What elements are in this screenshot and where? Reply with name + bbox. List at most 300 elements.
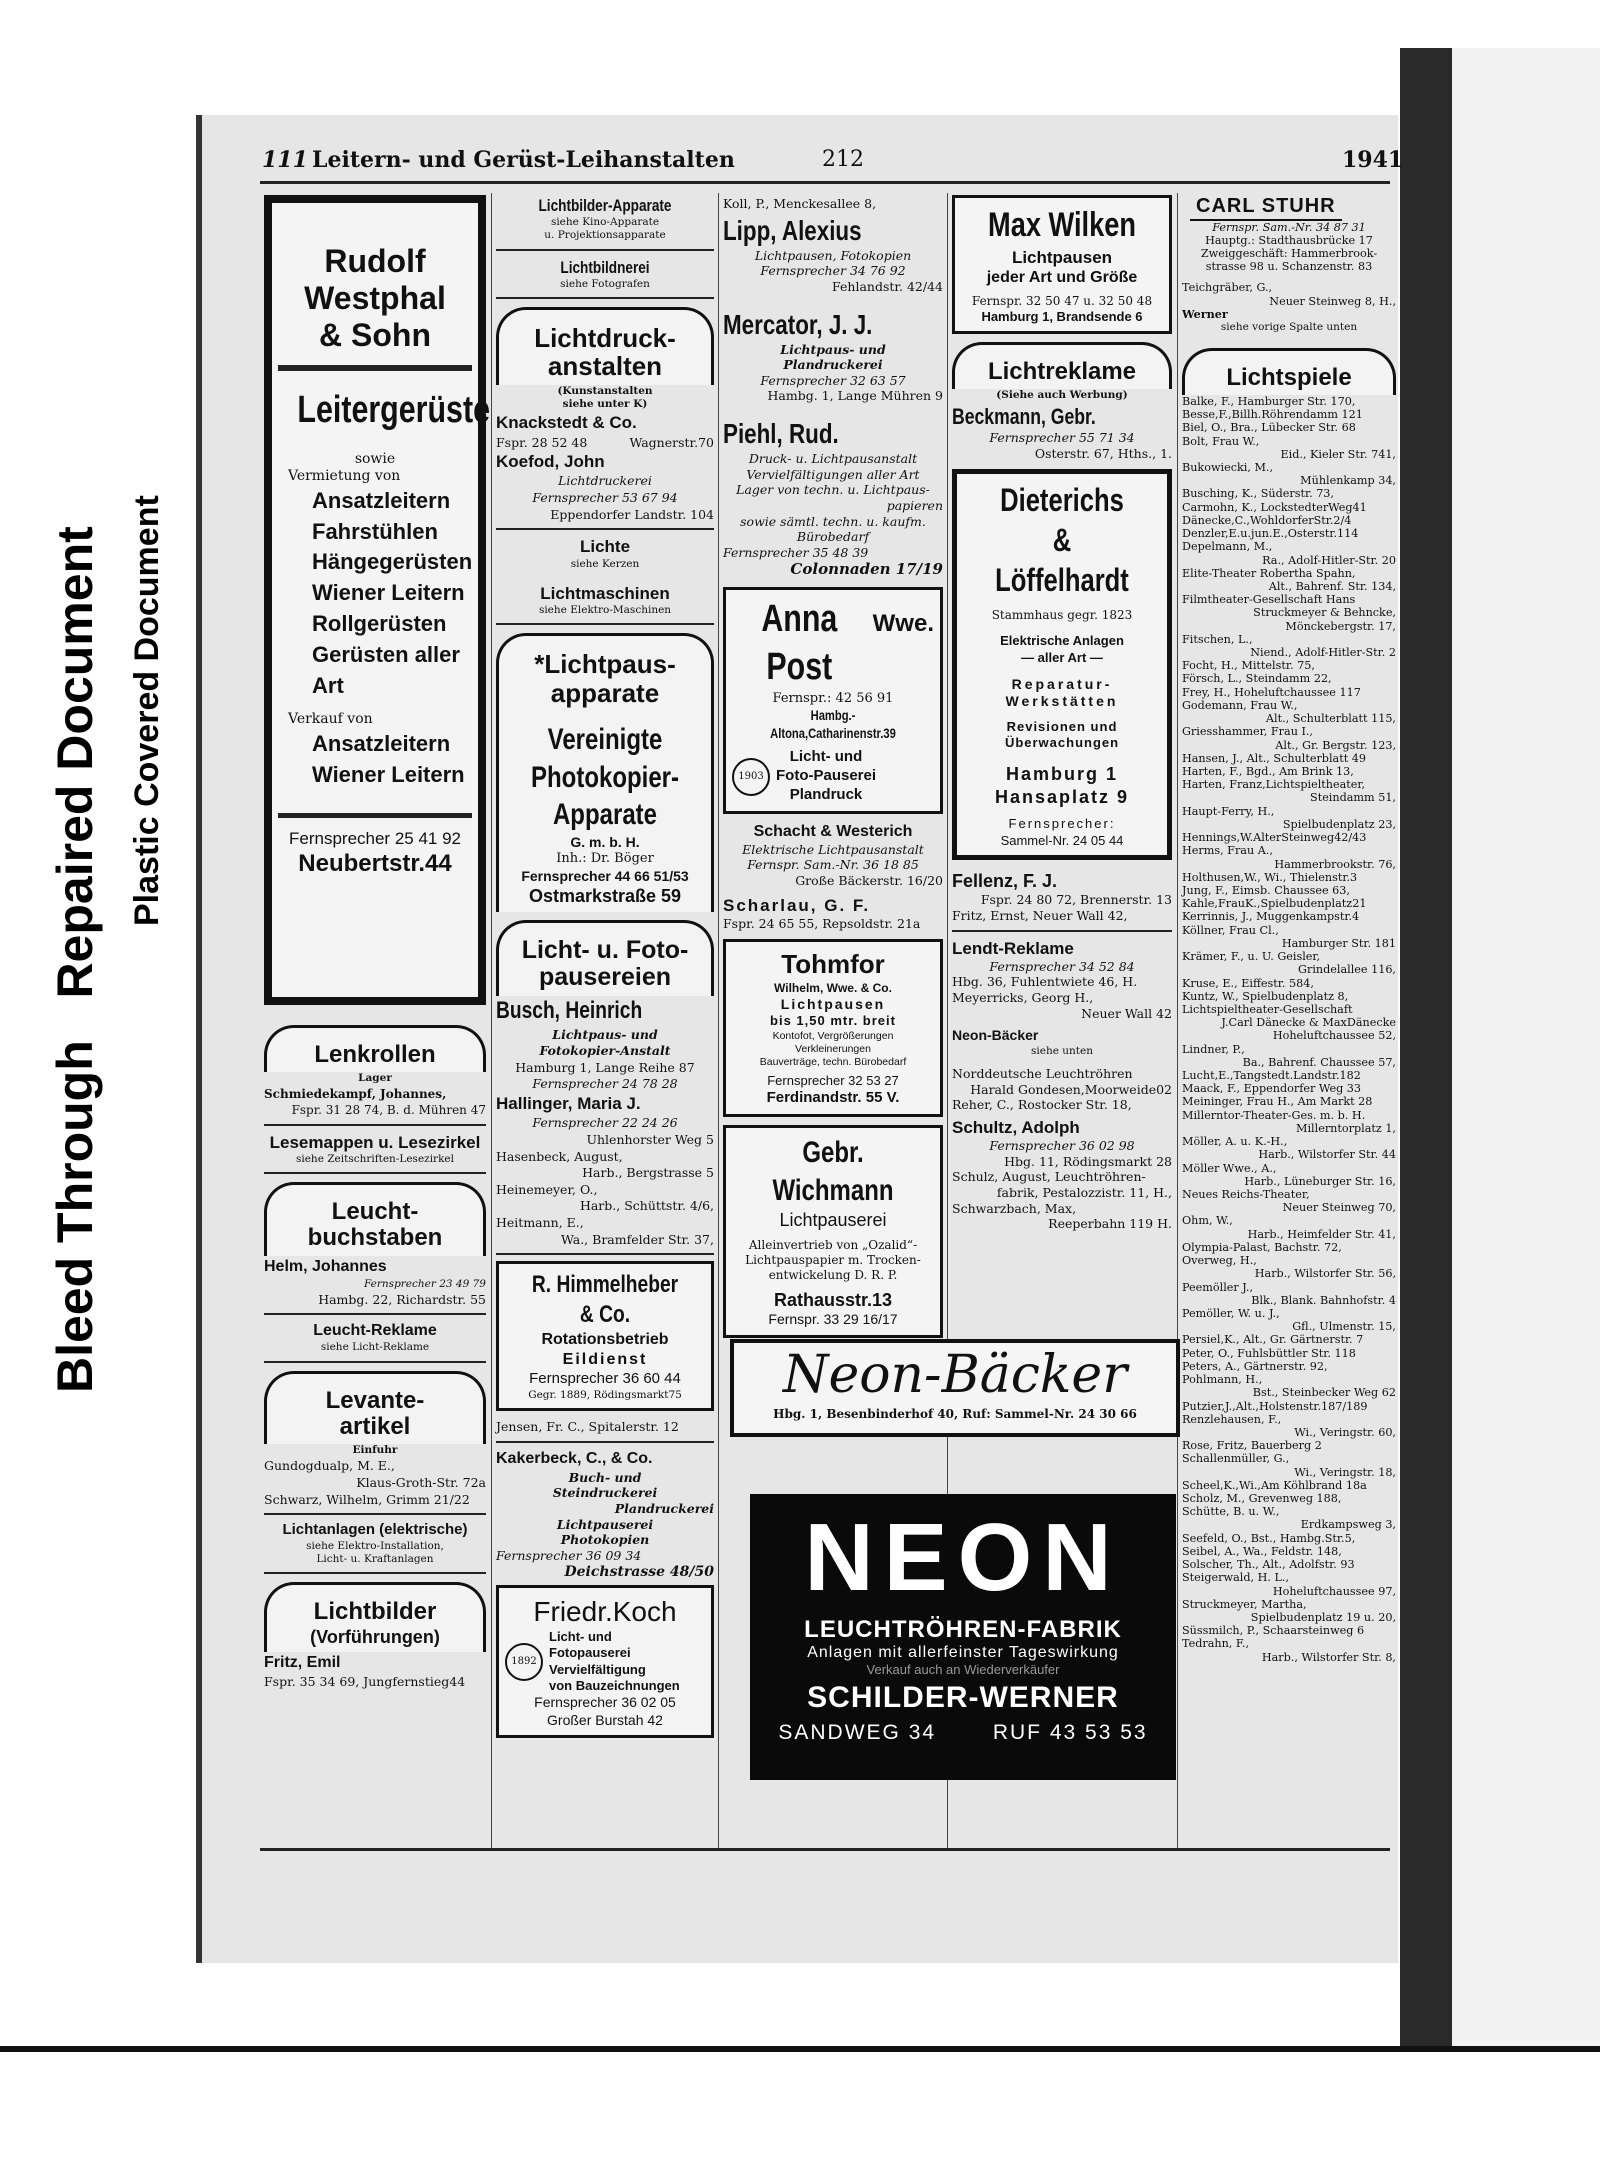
list-item: Pemöller, W. u. J., xyxy=(1182,1306,1280,1320)
entry: Knackstedt & Co. xyxy=(496,413,637,433)
ad-name: Gebr. Wichmann xyxy=(772,1136,894,1207)
ad-name: Anna Post xyxy=(761,598,838,688)
column-divider xyxy=(1177,193,1178,1848)
ad-addr: Ostmarkstraße 59 xyxy=(528,886,682,906)
divider xyxy=(264,1513,486,1515)
heading-lichtspiele xyxy=(1182,348,1396,395)
entry: Große Bäckerstr. 16/20 xyxy=(795,872,943,888)
entry: Teichgräber, G., xyxy=(1182,281,1273,295)
entry: Hambg. 22, Richardstr. 55 xyxy=(318,1291,486,1307)
entry: Fernsprecher 23 49 79 xyxy=(363,1277,486,1290)
ad-stuhr-logo: CARL STUHR xyxy=(1190,195,1342,221)
ad-lichtpausapparate xyxy=(496,633,714,911)
entry: Fernsprecher 36 09 34 xyxy=(496,1547,642,1563)
ad-westphal-list2 xyxy=(278,729,472,791)
entry-name: Busch, Heinrich xyxy=(496,996,643,1024)
ad-line: Plandruck xyxy=(789,785,863,803)
page-header xyxy=(262,147,1402,183)
ad-line: Stammhaus gegr. 1823 xyxy=(991,608,1133,623)
list-item: Millerntor-Theater-Ges. m. b. H. xyxy=(1182,1108,1366,1122)
heading-lichtreklame xyxy=(952,342,1172,389)
entry: Photokopien xyxy=(560,1532,650,1548)
list-item: Kuntz, W., Spielbudenplatz 8, xyxy=(1182,989,1349,1003)
entry: Fehlandstr. 42/44 xyxy=(832,278,943,294)
list-item: Krämer, F., u. U. Geisler, xyxy=(1182,950,1321,964)
list-item: Ra., Adolf-Hitler-Str. 20 xyxy=(1262,553,1396,567)
list-item: Struckmeyer, Martha, xyxy=(1182,1597,1307,1611)
list-item: Möller Wwe., A., xyxy=(1182,1161,1277,1175)
label-bleed-through: Bleed Through xyxy=(47,1040,103,1393)
entry: Lichtpauserei xyxy=(556,1516,654,1532)
ad-name-suffix: Wwe. xyxy=(872,610,934,638)
ad-line: Fotopauserei xyxy=(549,1645,631,1661)
ad-line: Kontofot, Vergrößerungen xyxy=(772,1029,894,1042)
heading-title: apparate xyxy=(550,677,660,708)
heading-title: Lichtspiele xyxy=(1226,363,1352,391)
entry-phone: Fspr. 28 52 48 xyxy=(496,434,588,450)
ad-line: Bauverträge, techn. Bürobedarf xyxy=(759,1055,907,1068)
list-item: Wi., Veringstr. 60, xyxy=(1294,1425,1396,1439)
heading-title: pausereien xyxy=(538,963,671,991)
ad-addr: Hamburg 1 xyxy=(1005,764,1119,785)
divider xyxy=(496,1441,714,1443)
list-item: Harb., Wilstorfer Str. 44 xyxy=(1258,1148,1396,1162)
entry: Hbg. 36, Fuhlentwiete 46, H. xyxy=(952,974,1138,990)
entry: Fernsprecher 53 67 94 xyxy=(532,490,678,506)
heading-sub: siehe Kerzen xyxy=(570,557,640,570)
ad-line: jeder Art und Größe xyxy=(986,268,1138,286)
list-item: Erdkampsweg 3, xyxy=(1300,1518,1396,1532)
page-number: 212 xyxy=(822,147,864,172)
list-item: Olympia-Palast, Bachstr. 72, xyxy=(1182,1240,1342,1254)
header-rule xyxy=(260,181,1390,184)
divider xyxy=(264,1572,486,1574)
heading-levante xyxy=(264,1371,486,1445)
lichtspiele-list xyxy=(1182,395,1396,1664)
ad-name: R. Himmelheber & Co. xyxy=(531,1271,679,1329)
heading-sub: siehe Elektro-Maschinen xyxy=(538,603,672,616)
list-item: Griesshammer, Frau I., xyxy=(1182,725,1313,739)
heading-lesemappen: Lesemappen u. Lesezirkel xyxy=(269,1132,481,1152)
entry-name: Fellenz, F. J. xyxy=(952,870,1058,891)
list-item: Fahrstühlen xyxy=(312,518,438,544)
list-item: Hennings,W.AlterSteinweg42/43 xyxy=(1182,831,1367,845)
entry: Hambg. 1, Lange Mühren 9 xyxy=(767,388,943,404)
list-item: Harten, Franz,Lichtspieltheater, xyxy=(1182,778,1366,792)
list-item: Seefeld, O., Bst., Hambg.Str.5, xyxy=(1182,1531,1356,1545)
entry-name: Neon-Bäcker xyxy=(952,1027,1039,1044)
list-item: Rose, Fritz, Bauerberg 2 xyxy=(1182,1439,1322,1453)
ad-phone: Fernsprecher 36 02 05 xyxy=(534,1694,676,1710)
list-item: Kruse, E., Eiffestr. 584, xyxy=(1182,976,1314,990)
ad-company: Photokopier-Apparate xyxy=(531,760,679,832)
ad-name: & Löffelhardt xyxy=(995,522,1129,599)
heading-title: Lichtreklame xyxy=(987,358,1137,385)
ad-neon-word: NEON xyxy=(804,1504,1122,1611)
ad-line: Licht- und xyxy=(549,1629,612,1644)
list-item: Fitschen, L., xyxy=(1182,632,1253,646)
ad-westphal-list xyxy=(278,486,472,702)
ad-line: Überwachungen xyxy=(1004,735,1120,751)
entry: Harb., Schüttstr. 4/6, xyxy=(579,1198,714,1214)
list-item: Elite-Theater Robertha Spahn, xyxy=(1182,566,1356,580)
ad-westphal-addr: Neubertstr.44 xyxy=(298,849,452,877)
entry: Fernsprecher 24 78 28 xyxy=(532,1076,678,1092)
list-item: Besse,F.,Billh.Röhrendamm 121 xyxy=(1182,408,1363,422)
list-item: Millerntorplatz 1, xyxy=(1296,1121,1396,1135)
list-item: Hamburger Str. 181 xyxy=(1281,936,1396,950)
entry: Helm, Johannes xyxy=(264,1257,387,1275)
ad-line: Reparatur- xyxy=(1011,675,1113,692)
entry: Fspr. 24 65 55, Repsoldstr. 21a xyxy=(723,915,921,931)
ad-tohmfor xyxy=(723,939,943,1117)
ad-name: Max Wilken xyxy=(988,206,1136,244)
heading-lbapparate: Lichtbilder-Apparate xyxy=(538,196,672,215)
ad-line: Verkleinerungen xyxy=(795,1042,871,1055)
ad-phone: Fernspr.: 42 56 91 xyxy=(772,691,894,707)
ad-wilken xyxy=(952,195,1172,334)
divider xyxy=(264,1172,486,1174)
ad-line: Anlagen mit allerfeinster Tageswirkung xyxy=(807,1644,1119,1661)
entry: Elektrische Lichtpausanstalt xyxy=(742,841,924,857)
list-item: Wi., Veringstr. 18, xyxy=(1294,1465,1396,1479)
ad-line: Eildienst xyxy=(562,1351,648,1369)
ad-line: Lichtpauserei xyxy=(779,1210,887,1230)
ad-line: Revisionen und xyxy=(1006,718,1118,734)
divider xyxy=(264,1313,486,1315)
entry: Osterstr. 67, Hths., 1. xyxy=(1034,445,1172,461)
entry: Norddeutsche Leuchtröhren xyxy=(952,1065,1133,1081)
entry: Fernsprecher 34 52 84 xyxy=(989,958,1135,974)
list-item: Tedrahn, F., xyxy=(1182,1637,1250,1651)
ad-westphal-product: Leitergerüste xyxy=(297,389,490,432)
entry: Fernsprecher 22 24 26 xyxy=(532,1115,678,1131)
list-item: Wiener Leitern xyxy=(312,761,465,787)
list-item: Lucht,E.,Tangstedt.Landstr.182 xyxy=(1182,1069,1361,1083)
heading-lenkrollen xyxy=(264,1025,486,1072)
list-item: Grindelallee 116, xyxy=(1298,963,1396,977)
list-item: Filmtheater-Gesellschaft Hans xyxy=(1182,593,1356,607)
heading-sub: (Kunstanstalten xyxy=(557,385,653,398)
condition-label-bleed xyxy=(46,526,104,1393)
heading-sub: siehe Kino-Apparate xyxy=(550,216,660,229)
entry: Hasenbeck, August, xyxy=(496,1148,623,1164)
heading-title: Lichtbilder xyxy=(313,1598,437,1626)
entry: siehe unten xyxy=(1031,1044,1093,1057)
entry: Fspr. 24 80 72, Brennerstr. 13 xyxy=(980,892,1172,908)
entry: Fritz, Ernst, Neuer Wall 42, xyxy=(952,907,1128,923)
entry: Hallinger, Maria J. xyxy=(496,1094,641,1113)
heading-sub: Lager xyxy=(358,1072,392,1085)
list-item: Schütte, B. u. W., xyxy=(1182,1505,1280,1519)
ad-line: LEUCHTRÖHREN-FABRIK xyxy=(804,1616,1122,1643)
heading-title: Leucht- xyxy=(331,1197,419,1225)
ad-koch xyxy=(496,1585,714,1738)
list-item: Hängegerüsten xyxy=(312,549,473,575)
divider xyxy=(952,930,1172,932)
entry: Bürobedarf xyxy=(796,529,870,545)
list-item: Scholz, M., Grevenweg 188, xyxy=(1182,1492,1342,1506)
entry-name: Piehl, Rud. xyxy=(723,418,839,449)
entry: Fotokopier-Anstalt xyxy=(539,1043,671,1059)
entry: Buch- und xyxy=(568,1469,642,1485)
list-item: Wiener Leitern xyxy=(312,580,465,606)
heading-sub: siehe Licht-Reklame xyxy=(320,1341,430,1354)
entry: Lichtpaus- und xyxy=(552,1026,658,1042)
ad-addr: Hambg.-Altona,Catharinenstr.39 xyxy=(770,707,896,741)
ad-phone: Fernsprecher 44 66 51/53 xyxy=(521,867,689,884)
entry: Neuer Steinweg 8, H., xyxy=(1269,294,1396,308)
ad-westphal-sowie: sowie xyxy=(354,450,396,467)
list-item: Lichtspieltheater-Gesellschaft xyxy=(1182,1002,1353,1016)
column-1 xyxy=(264,195,490,1845)
list-item: Gerüsten aller Art xyxy=(312,641,460,698)
list-item: Mühlenkamp 34, xyxy=(1300,474,1396,488)
entry: Fernsprecher 36 02 98 xyxy=(989,1138,1135,1154)
list-item: Godemann, Frau W., xyxy=(1182,698,1298,712)
entry: Plandruckerei xyxy=(614,1501,714,1516)
ad-lines xyxy=(776,748,876,804)
entry: Schwarz, Wilhelm, Grimm 21/22 xyxy=(264,1491,470,1507)
entry-name: Lendt-Reklame xyxy=(952,938,1074,958)
entry: strasse 98 u. Schanzenstr. 83 xyxy=(1205,260,1373,274)
ad-rule xyxy=(278,365,472,371)
ad-line: Lichtpausen xyxy=(780,995,886,1012)
list-item: Alt., Bahrenf. Str. 134, xyxy=(1268,579,1396,593)
ad-company-form: G. m. b. H. xyxy=(570,833,640,850)
list-item: Köllner, Frau Cl., xyxy=(1182,923,1279,937)
ad-line: Lichtpausen xyxy=(1011,247,1113,267)
section-title: Leitern- und Gerüst-Leihanstalten xyxy=(312,147,735,173)
entry: Schulz, August, Leuchtröhren- xyxy=(952,1169,1146,1185)
heading-title: Lichtdruck- xyxy=(534,322,676,353)
list-item: Niend., Adolf-Hitler-Str. 2 xyxy=(1250,646,1396,660)
divider xyxy=(496,623,714,625)
list-item: Denzler,E.u.jun.E.,Osterstr.114 xyxy=(1182,527,1359,541)
list-item: Struckmeyer & Behncke, xyxy=(1253,606,1396,620)
heading-title: buchstaben xyxy=(307,1224,443,1252)
entry-name: Scharlau, G. F. xyxy=(723,895,871,915)
column-divider xyxy=(491,193,492,1848)
heading-sub: siehe Fotografen xyxy=(560,277,650,290)
ad-westphal xyxy=(264,195,490,1005)
divider xyxy=(496,528,714,530)
entry: Lager von techn. u. Lichtpaus- xyxy=(736,482,930,498)
list-item: Peemöller J., xyxy=(1182,1280,1254,1294)
entry: Hamburg 1, Lange Reihe 87 xyxy=(515,1059,695,1075)
entry: Hbg. 11, Rödingsmarkt 28 xyxy=(1004,1153,1172,1169)
list-item: Haupt-Ferry, H., xyxy=(1182,804,1275,818)
entry-name: Beckmann, Gebr. xyxy=(952,403,1096,429)
ad-name: Friedr.Koch xyxy=(533,1596,677,1627)
ad-dieterichs xyxy=(952,469,1172,860)
ad-line: Elektrische Anlagen xyxy=(1000,633,1124,649)
divider xyxy=(264,1124,486,1126)
ad-line: von Bauzeichnungen xyxy=(549,1677,680,1693)
entry: Heitmann, E., xyxy=(496,1215,584,1230)
heading-leuchtbuchstaben xyxy=(264,1182,486,1256)
list-item: Depelmann, M., xyxy=(1182,540,1273,554)
condition-labels xyxy=(0,48,180,2046)
list-item: Alt., Schulterblatt 115, xyxy=(1265,712,1396,726)
list-item: Peters, A., Gärtnerstr. 92, xyxy=(1182,1359,1328,1373)
ad-year-seal: 1903 xyxy=(732,758,770,796)
entry xyxy=(496,435,714,451)
list-item: Schallenmüller, G., xyxy=(1182,1452,1290,1466)
list-item: Kahle,FrauK.,Spielbudenplatz21 xyxy=(1182,897,1367,911)
entry: Uhlenhorster Weg 5 xyxy=(586,1131,714,1147)
list-item: Steigerwald, H. L., xyxy=(1182,1571,1289,1585)
ad-line: Licht- und xyxy=(789,748,863,766)
column-divider xyxy=(718,193,719,1848)
ad-body xyxy=(505,1629,705,1694)
ad-westphal-name3: & Sohn xyxy=(319,316,431,353)
entry: siehe vorige Spalte unten xyxy=(1220,321,1358,334)
list-item: Scheel,K.,Wi.,Am Köhlbrand 18a xyxy=(1182,1478,1367,1492)
list-item: Peter, O., Fuhlsbüttler Str. 118 xyxy=(1182,1346,1356,1360)
ad-line: Verkauf auch an Wiederverkäufer xyxy=(866,1662,1060,1677)
list-item: Ansatzleitern xyxy=(312,487,451,513)
divider xyxy=(496,249,714,251)
list-item: Försch, L., Steindamm 22, xyxy=(1182,672,1332,686)
ad-lines xyxy=(549,1629,680,1694)
list-item: Spielbudenplatz 23, xyxy=(1282,817,1396,831)
heading-lbnerei: Lichtbildnerei xyxy=(560,257,650,277)
list-item: Bst., Steinbecker Weg 62 xyxy=(1252,1386,1396,1400)
ad-company: Vereinigte xyxy=(547,723,663,757)
ad-westphal-verm: Vermietung von xyxy=(288,468,401,485)
heading-leuchtreklame: Leucht-Reklame xyxy=(313,1322,437,1340)
section-number: 111 xyxy=(262,147,308,173)
ad-wichmann xyxy=(723,1125,943,1338)
heading-lichtbilder xyxy=(264,1582,486,1652)
heading-title: Lenkrollen xyxy=(314,1041,436,1068)
ad-phone: Fernsprecher 36 60 44 xyxy=(529,1370,681,1388)
list-item: Blk., Blank. Bahnhofstr. 4 xyxy=(1251,1293,1396,1307)
entry: Fernsprecher 55 71 34 xyxy=(989,430,1135,446)
list-item: Neuer Steinweg 70, xyxy=(1282,1201,1396,1215)
ad-addr: Hansaplatz 9 xyxy=(994,786,1130,807)
ad-neon-schilder-werner xyxy=(750,1494,1176,1780)
list-item: Harb., Lüneburger Str. 16, xyxy=(1244,1174,1396,1188)
condition-label-plastic: Plastic Covered Document xyxy=(128,495,166,926)
entry: papieren xyxy=(886,497,943,513)
entry: Fernsprecher 34 76 92 xyxy=(760,263,906,279)
ad-title xyxy=(732,596,934,691)
list-item: Neues Reichs-Theater, xyxy=(1182,1188,1310,1202)
heading-title: Levante- xyxy=(325,1386,425,1414)
entry: Hauptg.: Stadthausbrücke 17 xyxy=(1205,233,1373,247)
list-item: Persiel,K., Alt., Gr. Gärtnerstr. 7 xyxy=(1182,1333,1364,1347)
next-page-edge xyxy=(1452,48,1600,2046)
heading-title: Licht- u. Foto- xyxy=(521,935,689,964)
ad-rule xyxy=(278,813,472,818)
ad-himmelheber xyxy=(496,1261,714,1411)
list-item: Frey, H., Hoheluftchaussee 117 xyxy=(1182,685,1361,699)
heading-sub: siehe Elektro-Installation, xyxy=(306,1540,444,1553)
ad-line: Foto-Pauserei xyxy=(776,767,877,785)
entry: Meyerricks, Georg H., xyxy=(952,990,1094,1006)
entry: Fritz, Emil xyxy=(264,1654,341,1672)
list-item: Ohm, W., xyxy=(1182,1214,1233,1228)
list-item: Bukowiecki, M., xyxy=(1182,460,1274,474)
ad-wordmark: Neon-Bäcker xyxy=(782,1345,1128,1405)
ad-line: Rotationsbetrieb xyxy=(541,1331,669,1349)
list-item: Herms, Frau A., xyxy=(1182,844,1273,858)
directory-page xyxy=(196,115,1404,1963)
list-item: Bolt, Frau W., xyxy=(1182,434,1260,448)
ad-line: entwickelung D. R. P. xyxy=(768,1267,898,1282)
entry: Fernspr. Sam.-Nr. 36 18 85 xyxy=(747,857,919,873)
ad-westphal-verkauf: Verkauf von xyxy=(288,711,373,728)
ad-westphal-phone: Fernsprecher 25 41 92 xyxy=(289,828,461,848)
entry: Neuer Wall 42 xyxy=(1081,1005,1172,1021)
heading-lichtdruck xyxy=(496,307,714,385)
entry: Koefod, John xyxy=(496,452,605,472)
entry: fabrik, Pestalozzistr. 11, H., xyxy=(996,1184,1172,1200)
entry-name: Schultz, Adolph xyxy=(952,1117,1080,1137)
heading-lichtanlagen: Lichtanlagen (elektrische) xyxy=(282,1521,468,1539)
entry: Plandruckerei xyxy=(783,357,883,373)
list-item: Harb., Wilstorfer Str. 56, xyxy=(1254,1267,1396,1281)
ad-contact xyxy=(750,1721,1176,1745)
list-item: Carmohn, K., LockstedterWeg41 xyxy=(1182,500,1367,514)
list-item: Focht, H., Mittelstr. 75, xyxy=(1182,659,1315,673)
list-item: Spielbudenplatz 19 u. 20, xyxy=(1250,1611,1396,1625)
list-item: Gfl., Ulmenstr. 15, xyxy=(1292,1320,1396,1334)
heading-sub: siehe Zeitschriften-Lesezirkel xyxy=(295,1152,455,1165)
list-item: Overweg, H., xyxy=(1182,1254,1257,1268)
entry: Deichstrasse 48/50 xyxy=(564,1563,714,1580)
entry-name: Kakerbeck, C., & Co. xyxy=(496,1449,653,1467)
divider xyxy=(496,297,714,299)
entry: Fernsprecher 35 48 39 xyxy=(723,544,869,560)
column-5 xyxy=(1182,195,1396,1845)
ad-neon-baecker xyxy=(730,1339,1180,1437)
list-item: Ansatzleitern xyxy=(312,730,451,756)
heading-title: (Vorführungen) xyxy=(310,1626,440,1647)
list-item: Maack, F., Eppendorfer Weg 33 xyxy=(1182,1082,1362,1096)
entry: Schwarzbach, Max, xyxy=(952,1200,1077,1216)
entry: Reher, C., Rostocker Str. 18, xyxy=(952,1097,1132,1113)
ad-addr: Ferdinandstr. 55 V. xyxy=(766,1089,900,1107)
column-2 xyxy=(496,195,714,1845)
list-item: Hansen, J., Alt., Schulterblatt 49 xyxy=(1182,751,1366,765)
label-repaired: Repaired Document xyxy=(47,526,103,999)
ad-line: Alleinvertrieb von „Ozalid“- xyxy=(748,1237,918,1252)
entry: Colonnaden 17/19 xyxy=(790,560,943,579)
divider xyxy=(264,1361,486,1363)
entry: Steindruckerei xyxy=(552,1485,658,1501)
list-item: Seibel, A., Wa., Feldstr. 148, xyxy=(1182,1544,1342,1558)
heading-fotopaus xyxy=(496,920,714,996)
ad-phone: Sammel-Nr. 24 05 44 xyxy=(1000,832,1124,848)
list-item: Dänecke,C.,WohldorferStr.2/4 xyxy=(1182,513,1352,527)
list-item: Balke, F., Hamburger Str. 170, xyxy=(1182,394,1356,408)
ad-phone: Fernsprecher: xyxy=(1008,816,1116,832)
entry: Wa., Bramfelder Str. 37, xyxy=(561,1231,714,1247)
list-item: J.Carl Dänecke & MaxDänecke xyxy=(1221,1016,1396,1030)
ad-phone: Fernspr. 32 50 47 u. 32 50 48 xyxy=(971,293,1153,308)
ad-owner: Inh.: Dr. Böger xyxy=(556,851,654,867)
entry: Klaus-Groth-Str. 72a xyxy=(356,1475,486,1491)
ad-year-seal: 1892 xyxy=(505,1643,543,1681)
ad-westphal-name1: Rudolf xyxy=(324,243,426,279)
ad-line: Lichtpauspapier m. Trocken- xyxy=(745,1252,921,1267)
ad-name: Tohmfor xyxy=(781,949,885,980)
ad-westphal-name2: Westphal xyxy=(304,279,446,316)
ad-body xyxy=(732,748,934,804)
